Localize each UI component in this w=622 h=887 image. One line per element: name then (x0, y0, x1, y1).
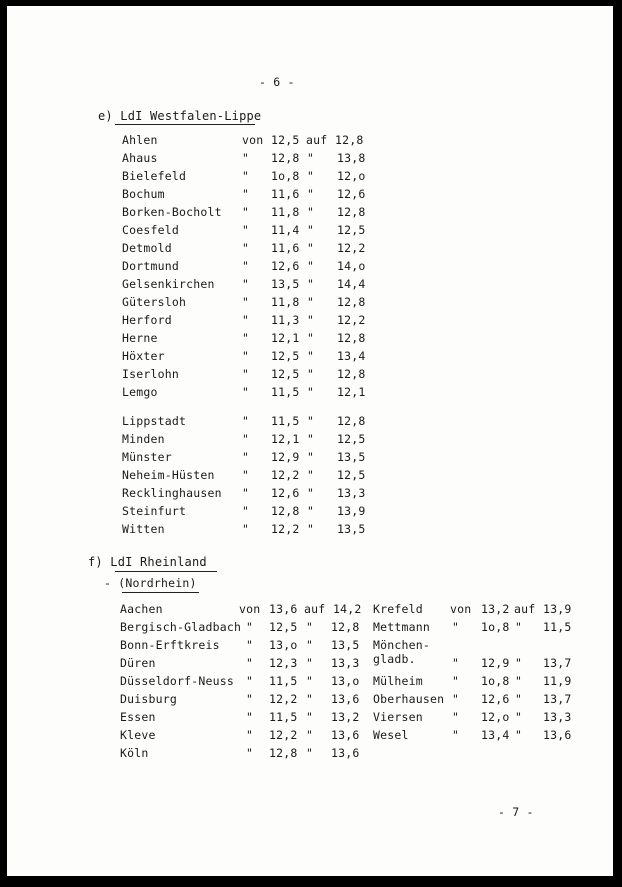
value-from: 12,2 (271, 468, 300, 482)
ditto-mark: " (246, 710, 254, 724)
page-number-bottom: - 7 - (498, 805, 534, 819)
value-to: 12,5 (337, 468, 366, 482)
ditto-mark: " (307, 385, 315, 399)
city-name: Duisburg (120, 692, 177, 706)
document-page (7, 6, 613, 876)
ditto-mark: " (242, 432, 250, 446)
value-to: 12,5 (337, 223, 366, 237)
ditto-mark: " (452, 674, 460, 688)
city-name: Iserlohn (122, 367, 179, 381)
ditto-mark: " (307, 205, 315, 219)
ditto-mark: " (307, 522, 315, 536)
value-from: 11,5 (271, 385, 300, 399)
value-to: 13,5 (337, 522, 366, 536)
value-from: 11,8 (271, 205, 300, 219)
city-name: Viersen (373, 710, 423, 724)
value-from: 12,1 (271, 432, 300, 446)
value-from: 11,5 (269, 710, 298, 724)
value-from: 12,6 (481, 692, 510, 706)
value-from: 12,o (481, 710, 510, 724)
city-name: Neheim-Hüsten (122, 468, 215, 482)
ditto-mark: " (307, 295, 315, 309)
value-to: 13,3 (331, 656, 360, 670)
city-name: Mülheim (373, 674, 423, 688)
value-to: 12,8 (337, 367, 366, 381)
value-from: 11,8 (271, 295, 300, 309)
ditto-mark: " (242, 259, 250, 273)
ditto-mark: " (242, 450, 250, 464)
value-to: 13,2 (331, 710, 360, 724)
value-from: 12,8 (269, 746, 298, 760)
value-to: 13,7 (543, 656, 572, 670)
ditto-mark: " (452, 656, 460, 670)
city-name: Borken-Bocholt (122, 205, 222, 219)
value-from: 11,6 (271, 241, 300, 255)
ditto-mark: " (246, 620, 254, 634)
value-from: 12,9 (271, 450, 300, 464)
ditto-mark: " (515, 620, 523, 634)
ditto-mark: " (242, 205, 250, 219)
city-name: Düren (120, 656, 156, 670)
value-from: 12,9 (481, 656, 510, 670)
city-name: Mettmann (373, 620, 430, 634)
city-name: Herford (122, 313, 172, 327)
section-e-underline (115, 124, 255, 125)
ditto-mark: " (242, 241, 250, 255)
value-to: 14,o (337, 259, 366, 273)
ditto-mark: " (452, 710, 460, 724)
city-name: Gütersloh (122, 295, 187, 309)
city-name-continued: gladb. (373, 652, 416, 666)
value-to: 12,8 (335, 133, 364, 147)
city-name: Lippstadt (122, 414, 187, 428)
city-name: Recklinghausen (122, 486, 222, 500)
city-name: Bonn-Erftkreis (120, 638, 220, 652)
city-name: Köln (120, 746, 149, 760)
ditto-mark: " (307, 349, 315, 363)
ditto-mark: " (307, 331, 315, 345)
value-from: 1o,8 (481, 674, 510, 688)
city-name: Essen (120, 710, 156, 724)
ditto-mark: " (242, 295, 250, 309)
value-to: 12,5 (337, 432, 366, 446)
value-from: 11,6 (271, 187, 300, 201)
ditto-mark: " (306, 620, 314, 634)
col-auf-label: auf (514, 602, 536, 616)
ditto-mark: " (307, 259, 315, 273)
city-name: Bielefeld (122, 169, 187, 183)
ditto-mark: " (306, 746, 314, 760)
ditto-mark: " (242, 277, 250, 291)
value-to: 14,4 (337, 277, 366, 291)
ditto-mark: " (242, 504, 250, 518)
ditto-mark: " (242, 349, 250, 363)
city-name: Bochum (122, 187, 165, 201)
ditto-mark: " (307, 223, 315, 237)
city-name: Bergisch-Gladbach (120, 620, 242, 634)
ditto-mark: " (306, 710, 314, 724)
ditto-mark: " (307, 367, 315, 381)
value-from: 12,2 (271, 522, 300, 536)
value-to: 13,6 (331, 692, 360, 706)
value-to: 12,2 (337, 241, 366, 255)
value-from: 11,5 (271, 414, 300, 428)
col-von-label: von (239, 602, 261, 616)
ditto-mark: " (307, 241, 315, 255)
ditto-mark: " (307, 504, 315, 518)
value-to: 13,9 (543, 602, 572, 616)
value-to: 13,9 (337, 504, 366, 518)
value-to: 13,3 (337, 486, 366, 500)
ditto-mark: " (306, 692, 314, 706)
ditto-mark: " (246, 656, 254, 670)
col-von-label: von (242, 133, 264, 147)
ditto-mark: " (307, 169, 315, 183)
value-from: 12,5 (271, 367, 300, 381)
ditto-mark: " (452, 728, 460, 742)
city-name: Detmold (122, 241, 172, 255)
ditto-mark: " (242, 169, 250, 183)
ditto-mark: " (242, 468, 250, 482)
value-to: 13,6 (331, 746, 360, 760)
value-to: 12,1 (337, 385, 366, 399)
ditto-mark: " (246, 728, 254, 742)
ditto-mark: " (246, 692, 254, 706)
value-to: 13,3 (543, 710, 572, 724)
city-name: Gelsenkirchen (122, 277, 215, 291)
city-name: Dortmund (122, 259, 179, 273)
ditto-mark: " (515, 710, 523, 724)
ditto-mark: " (307, 277, 315, 291)
col-auf-label: auf (306, 133, 328, 147)
value-to: 12,8 (337, 331, 366, 345)
ditto-mark: " (307, 468, 315, 482)
value-to: 13,6 (543, 728, 572, 742)
ditto-mark: " (515, 728, 523, 742)
value-from: 13,6 (269, 602, 298, 616)
city-name: Mönchen- (373, 638, 430, 652)
value-from: 1o,8 (271, 169, 300, 183)
value-to: 11,9 (543, 674, 572, 688)
value-from: 12,8 (271, 504, 300, 518)
ditto-mark: " (452, 620, 460, 634)
value-from: 11,5 (269, 674, 298, 688)
ditto-mark: " (306, 656, 314, 670)
value-to: 13,o (331, 674, 360, 688)
city-name: Krefeld (373, 602, 423, 616)
ditto-mark: " (306, 674, 314, 688)
value-to: 12,6 (337, 187, 366, 201)
section-f-sub-underline (122, 592, 199, 593)
city-name: Kleve (120, 728, 156, 742)
city-name: Ahlen (122, 133, 158, 147)
city-name: Steinfurt (122, 504, 187, 518)
value-to: 14,2 (333, 602, 362, 616)
value-to: 12,8 (337, 205, 366, 219)
value-to: 13,4 (337, 349, 366, 363)
city-name: Coesfeld (122, 223, 179, 237)
value-to: 13,6 (331, 728, 360, 742)
ditto-mark: " (242, 486, 250, 500)
ditto-mark: " (246, 674, 254, 688)
value-from: 12,3 (269, 656, 298, 670)
city-name: Lemgo (122, 385, 158, 399)
value-from: 12,6 (271, 486, 300, 500)
value-from: 12,5 (271, 349, 300, 363)
ditto-mark: " (452, 692, 460, 706)
ditto-mark: " (307, 313, 315, 327)
ditto-mark: " (242, 313, 250, 327)
value-from: 12,2 (269, 692, 298, 706)
ditto-mark: " (515, 656, 523, 670)
value-from: 11,4 (271, 223, 300, 237)
ditto-mark: " (242, 187, 250, 201)
city-name: Oberhausen (373, 692, 445, 706)
city-name: Münster (122, 450, 172, 464)
value-from: 12,2 (269, 728, 298, 742)
value-from: 13,2 (481, 602, 510, 616)
value-from: 12,8 (271, 151, 300, 165)
city-name: Wesel (373, 728, 409, 742)
city-name: Witten (122, 522, 165, 536)
value-to: 13,7 (543, 692, 572, 706)
value-to: 13,8 (337, 151, 366, 165)
ditto-mark: " (242, 331, 250, 345)
city-name: Aachen (120, 602, 163, 616)
ditto-mark: " (307, 450, 315, 464)
value-from: 12,5 (271, 133, 300, 147)
city-name: Ahaus (122, 151, 158, 165)
value-from: 13,4 (481, 728, 510, 742)
value-to: 13,5 (331, 638, 360, 652)
value-to: 13,5 (337, 450, 366, 464)
value-from: 1o,8 (481, 620, 510, 634)
ditto-mark: " (307, 187, 315, 201)
ditto-mark: " (307, 151, 315, 165)
value-to: 12,8 (337, 414, 366, 428)
value-to: 12,8 (337, 295, 366, 309)
section-f-subheading: - (Nordrhein) (104, 576, 197, 590)
value-from: 13,5 (271, 277, 300, 291)
ditto-mark: " (246, 746, 254, 760)
ditto-mark: " (307, 414, 315, 428)
section-e-heading: e) LdI Westfalen-Lippe (98, 109, 262, 123)
ditto-mark: " (306, 638, 314, 652)
city-name: Herne (122, 331, 158, 345)
value-to: 12,2 (337, 313, 366, 327)
ditto-mark: " (515, 692, 523, 706)
city-name: Höxter (122, 349, 165, 363)
col-von-label: von (450, 602, 472, 616)
ditto-mark: " (306, 728, 314, 742)
value-from: 12,1 (271, 331, 300, 345)
section-f-heading: f) LdI Rheinland (88, 555, 207, 569)
col-auf-label: auf (304, 602, 326, 616)
value-from: 11,3 (271, 313, 300, 327)
ditto-mark: " (307, 486, 315, 500)
section-f-underline (115, 571, 217, 572)
page-number-top: - 6 - (259, 75, 295, 89)
value-from: 12,6 (271, 259, 300, 273)
ditto-mark: " (242, 522, 250, 536)
ditto-mark: " (242, 414, 250, 428)
city-name: Minden (122, 432, 165, 446)
value-to: 12,o (337, 169, 366, 183)
ditto-mark: " (242, 367, 250, 381)
ditto-mark: " (242, 385, 250, 399)
ditto-mark: " (307, 432, 315, 446)
ditto-mark: " (242, 151, 250, 165)
ditto-mark: " (246, 638, 254, 652)
value-to: 11,5 (543, 620, 572, 634)
ditto-mark: " (515, 674, 523, 688)
value-from: 13,o (269, 638, 298, 652)
ditto-mark: " (242, 223, 250, 237)
value-to: 12,8 (331, 620, 360, 634)
city-name: Düsseldorf-Neuss (120, 674, 234, 688)
value-from: 12,5 (269, 620, 298, 634)
